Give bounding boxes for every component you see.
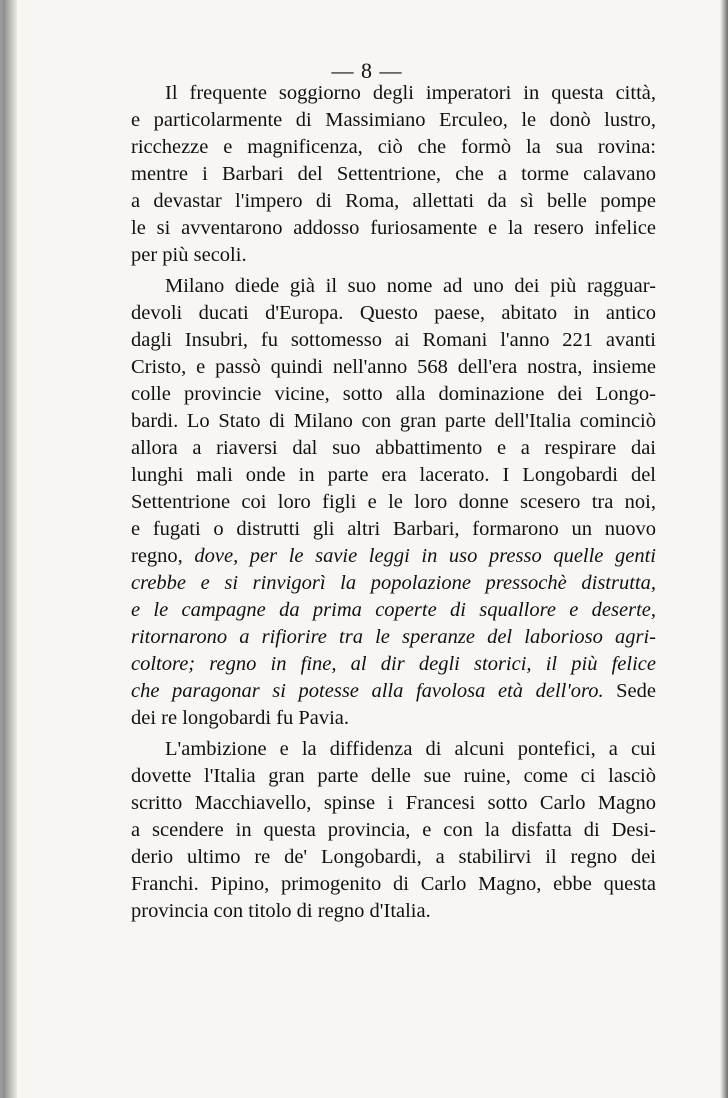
text-line: dagli Insubri, fu sottomesso ai Romani l'anno 221 avanti [131, 329, 656, 351]
text-line: allora a riaversi dal suo abbattimento e a respirare dai [131, 437, 656, 459]
text-line: Franchi. Pipino, primogenito di Carlo Magno, ebbe questa [131, 873, 656, 895]
text-line: Settentrione coi loro figli e le loro donne scesero tra noi, [131, 491, 656, 513]
text-line-italic: ritornarono a rifiorire tra le speranze del laborioso agri- [131, 626, 656, 648]
text-normal: Sede [603, 680, 657, 702]
text-line: bardi. Lo Stato di Milano con gran parte dell'Italia cominciò [131, 410, 656, 432]
text-line: scritto Macchiavello, spinse i Francesi sotto Carlo Magno [131, 792, 656, 814]
text-line: a scendere in questa provincia, e con la disfatta di Desi- [131, 819, 656, 841]
text-line: Milano diede già il suo nome ad uno dei più ragguar- [165, 275, 656, 297]
text-normal: regno, [131, 545, 195, 567]
text-line: Cristo, e passò quindi nell'anno 568 dell'era nostra, insieme [131, 356, 656, 378]
paragraph-1 [131, 80, 656, 269]
text-line: lunghi mali onde in parte era lacerato. I Longobardi del [131, 464, 656, 486]
text-line: ricchezze e magnificenza, ciò che formò la sua rovina: [131, 136, 656, 158]
text-line: Il frequente soggiorno degli imperatori in questa città, [165, 82, 656, 104]
text-line: dovette l'Italia gran parte delle sue ruine, come ci lasciò [131, 765, 656, 787]
text-line-mixed [131, 678, 656, 705]
text-line: dei re longobardi fu Pavia. [131, 707, 350, 729]
text-line: derio ultimo re de' Longobardi, a stabilirvi il regno dei [131, 846, 656, 868]
text-line-italic: crebbe e si rinvigorì la popolazione pressochè distrutta, [131, 572, 656, 594]
page-number: — 8 — [331, 58, 403, 83]
text-line: a devastar l'impero di Roma, allettati da sì belle pompe [131, 190, 656, 212]
paragraph-2 [131, 273, 656, 732]
text-line-italic: coltore; regno in fine, al dir degli storici, il più felice [131, 653, 656, 675]
text-line: mentre i Barbari del Settentrione, che a torme calavano [131, 163, 656, 185]
text-line: e fugati o distrutti gli altri Barbari, formarono un nuovo [131, 518, 656, 540]
text-line: devoli ducati d'Europa. Questo paese, abitato in antico [131, 302, 656, 324]
text-line: le si avventarono addosso furiosamente e la resero infelice [131, 217, 656, 239]
text-line-mixed [131, 543, 656, 570]
body-text [131, 80, 656, 929]
text-line: provincia con titolo di regno d'Italia. [131, 900, 431, 922]
text-line: L'ambizione e la diffidenza di alcuni pontefici, a cui [165, 738, 656, 760]
text-italic: dove, per le savie leggi in uso presso quelle genti [194, 545, 656, 567]
text-line: per più secoli. [131, 244, 247, 266]
text-line: e particolarmente di Massimiano Erculeo, le donò lustro, [131, 109, 656, 131]
text-line: colle provincie vicine, sotto alla dominazione dei Longo- [131, 383, 656, 405]
text-italic: che paragonar si potesse alla favolosa età dell'oro. [131, 680, 604, 702]
text-line-italic: e le campagne da prima coperte di squallore e deserte, [131, 599, 656, 621]
paragraph-3 [131, 736, 656, 925]
